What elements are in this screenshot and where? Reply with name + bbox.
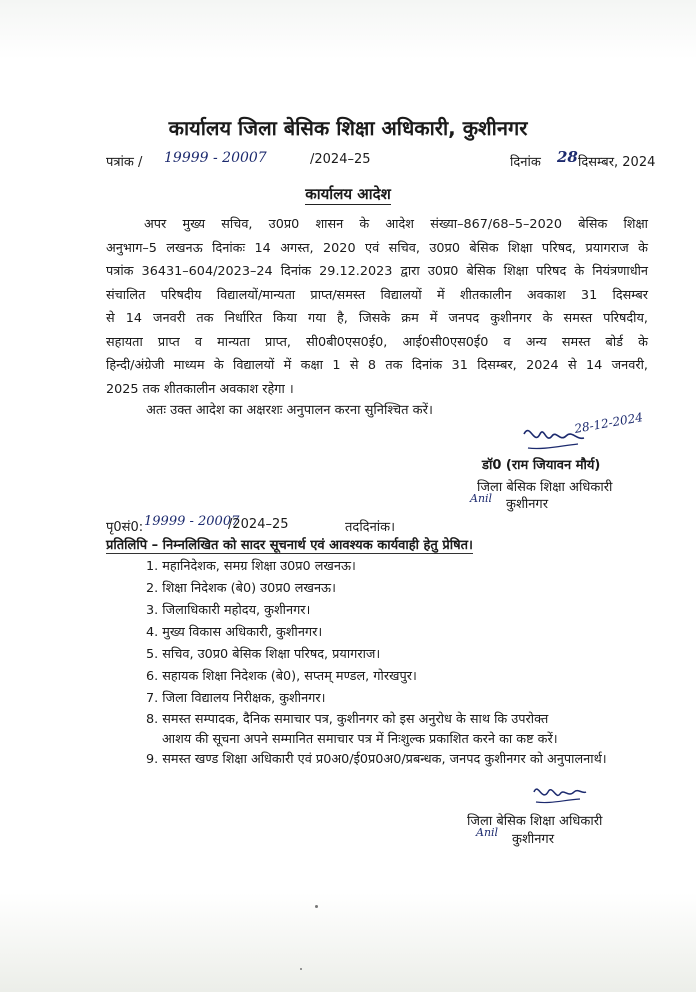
- scan-speck: [315, 905, 318, 908]
- order-body: [106, 213, 648, 401]
- body-line: सहायता प्राप्त व मान्यता प्राप्त, सी0बी0एस0ई0, आई0सी0एस0ई0 व अन्य समस्त बोर्ड के: [106, 334, 648, 350]
- copy-ref-suffix: /2024–25: [228, 517, 289, 532]
- order-heading: कार्यालय आदेश: [305, 185, 391, 203]
- officer-district: कुशीनगर: [506, 497, 549, 512]
- body-line: अपर मुख्य सचिव, उ0प्र0 शासन के आदेश संख्या–867/68–5–2020 बेसिक शिक्षा: [144, 217, 648, 232]
- scan-speck: [300, 968, 302, 970]
- ref-label: पत्रांक /: [106, 155, 143, 170]
- date-label: दिनांक: [510, 155, 541, 170]
- office-title: कार्यालय जिला बेसिक शिक्षा अधिकारी, कुशीनगर: [168, 116, 528, 140]
- body-line: 2025 तक शीतकालीन अवकाश रहेगा ।: [106, 381, 294, 397]
- initials-handwritten: Anil: [470, 492, 493, 505]
- recipient-item: 5. सचिव, उ0प्र0 बेसिक शिक्षा परिषद, प्रयागराज।: [146, 647, 381, 662]
- officer-designation: जिला बेसिक शिक्षा अधिकारी: [477, 480, 613, 495]
- recipient-item: 4. मुख्य विकास अधिकारी, कुशीनगर।: [146, 625, 323, 640]
- recipient-item-continuation: आशय की सूचना अपने सम्मानित समाचार पत्र में निःशुल्क प्रकाशित करने का कष्ट करें।: [162, 732, 558, 747]
- signature-2: [530, 780, 590, 808]
- district-2: कुशीनगर: [512, 832, 555, 847]
- body-line: हिन्दी/अंग्रेजी माध्यम के विद्यालयों में कक्षा 1 से 8 तक दिनांक 31 दिसम्बर, 2024 से 14 जनवरी,: [106, 358, 648, 373]
- date-rest: दिसम्बर, 2024: [578, 155, 656, 170]
- ref-number-handwritten: 19999 - 20007: [164, 150, 267, 166]
- designation-2: जिला बेसिक शिक्षा अधिकारी: [467, 814, 603, 829]
- recipient-item: 1. महानिदेशक, समग्र शिक्षा उ0प्र0 लखनऊ।: [146, 559, 356, 574]
- recipient-item: 6. सहायक शिक्षा निदेशक (बे0), सप्तम् मण्डल, गोरखपुर।: [146, 669, 417, 684]
- ref-suffix: /2024–25: [310, 152, 371, 167]
- body-line: अनुभाग–5 लखनऊ दिनांकः 14 अगस्त, 2020 एवं सचिव, उ0प्र0 बेसिक शिक्षा परिषद, प्रयागराज के: [106, 240, 648, 256]
- recipient-item: 3. जिलाधिकारी महोदय, कुशीनगर।: [146, 603, 311, 618]
- same-date: तददिनांक।: [345, 520, 396, 535]
- copy-ref-number-handwritten: 19999 - 20007: [144, 514, 240, 529]
- recipient-item: 7. जिला विद्यालय निरीक्षक, कुशीनगर।: [146, 691, 326, 706]
- copy-heading: प्रतिलिपि – निम्नलिखित को सादर सूचनार्थ एवं आवश्यक कार्यवाही हेतु प्रेषित।: [106, 538, 473, 553]
- copy-ref-label: पृ0सं0:: [106, 520, 144, 535]
- officer-name: डॉ0 (राम जियावन मौर्य): [482, 458, 601, 473]
- initials-handwritten-2: Anil: [476, 826, 499, 839]
- signed-date-handwritten: 28-12-2024: [573, 410, 644, 436]
- recipient-item: 8. समस्त सम्पादक, दैनिक समाचार पत्र, कुशीनगर को इस अनुरोध के साथ कि उपरोक्त: [146, 712, 549, 727]
- recipient-item: 9. समस्त खण्ड शिक्षा अधिकारी एवं प्र0अ0/ई0प्र0अ0/प्रबन्धक, जनपद कुशीनगर को अनुपालनार्थ।: [146, 752, 607, 767]
- recipient-item: 2. शिक्षा निदेशक (बे0) उ0प्र0 लखनऊ।: [146, 581, 336, 596]
- body-line: से 14 जनवरी तक निर्धारित किया गया है, जिसके क्रम में जनपद कुशीनगर के समस्त परिषदीय,: [106, 311, 648, 326]
- date-day-handwritten: 28: [557, 148, 578, 166]
- body-line: संचालित परिषदीय विद्यालयों/मान्यता प्राप्त/समस्त विद्यालयों में शीतकालीन अवकाश 31 दिसम्बर: [106, 287, 648, 303]
- compliance-line: अतः उक्त आदेश का अक्षरशः अनुपालन करना सुनिश्चित करें।: [146, 403, 433, 418]
- body-line: पत्रांक 36431–604/2023–24 दिनांक 29.12.2023 द्वारा उ0प्र0 बेसिक शिक्षा परिषद के नियंत्रणाधीन: [106, 264, 648, 279]
